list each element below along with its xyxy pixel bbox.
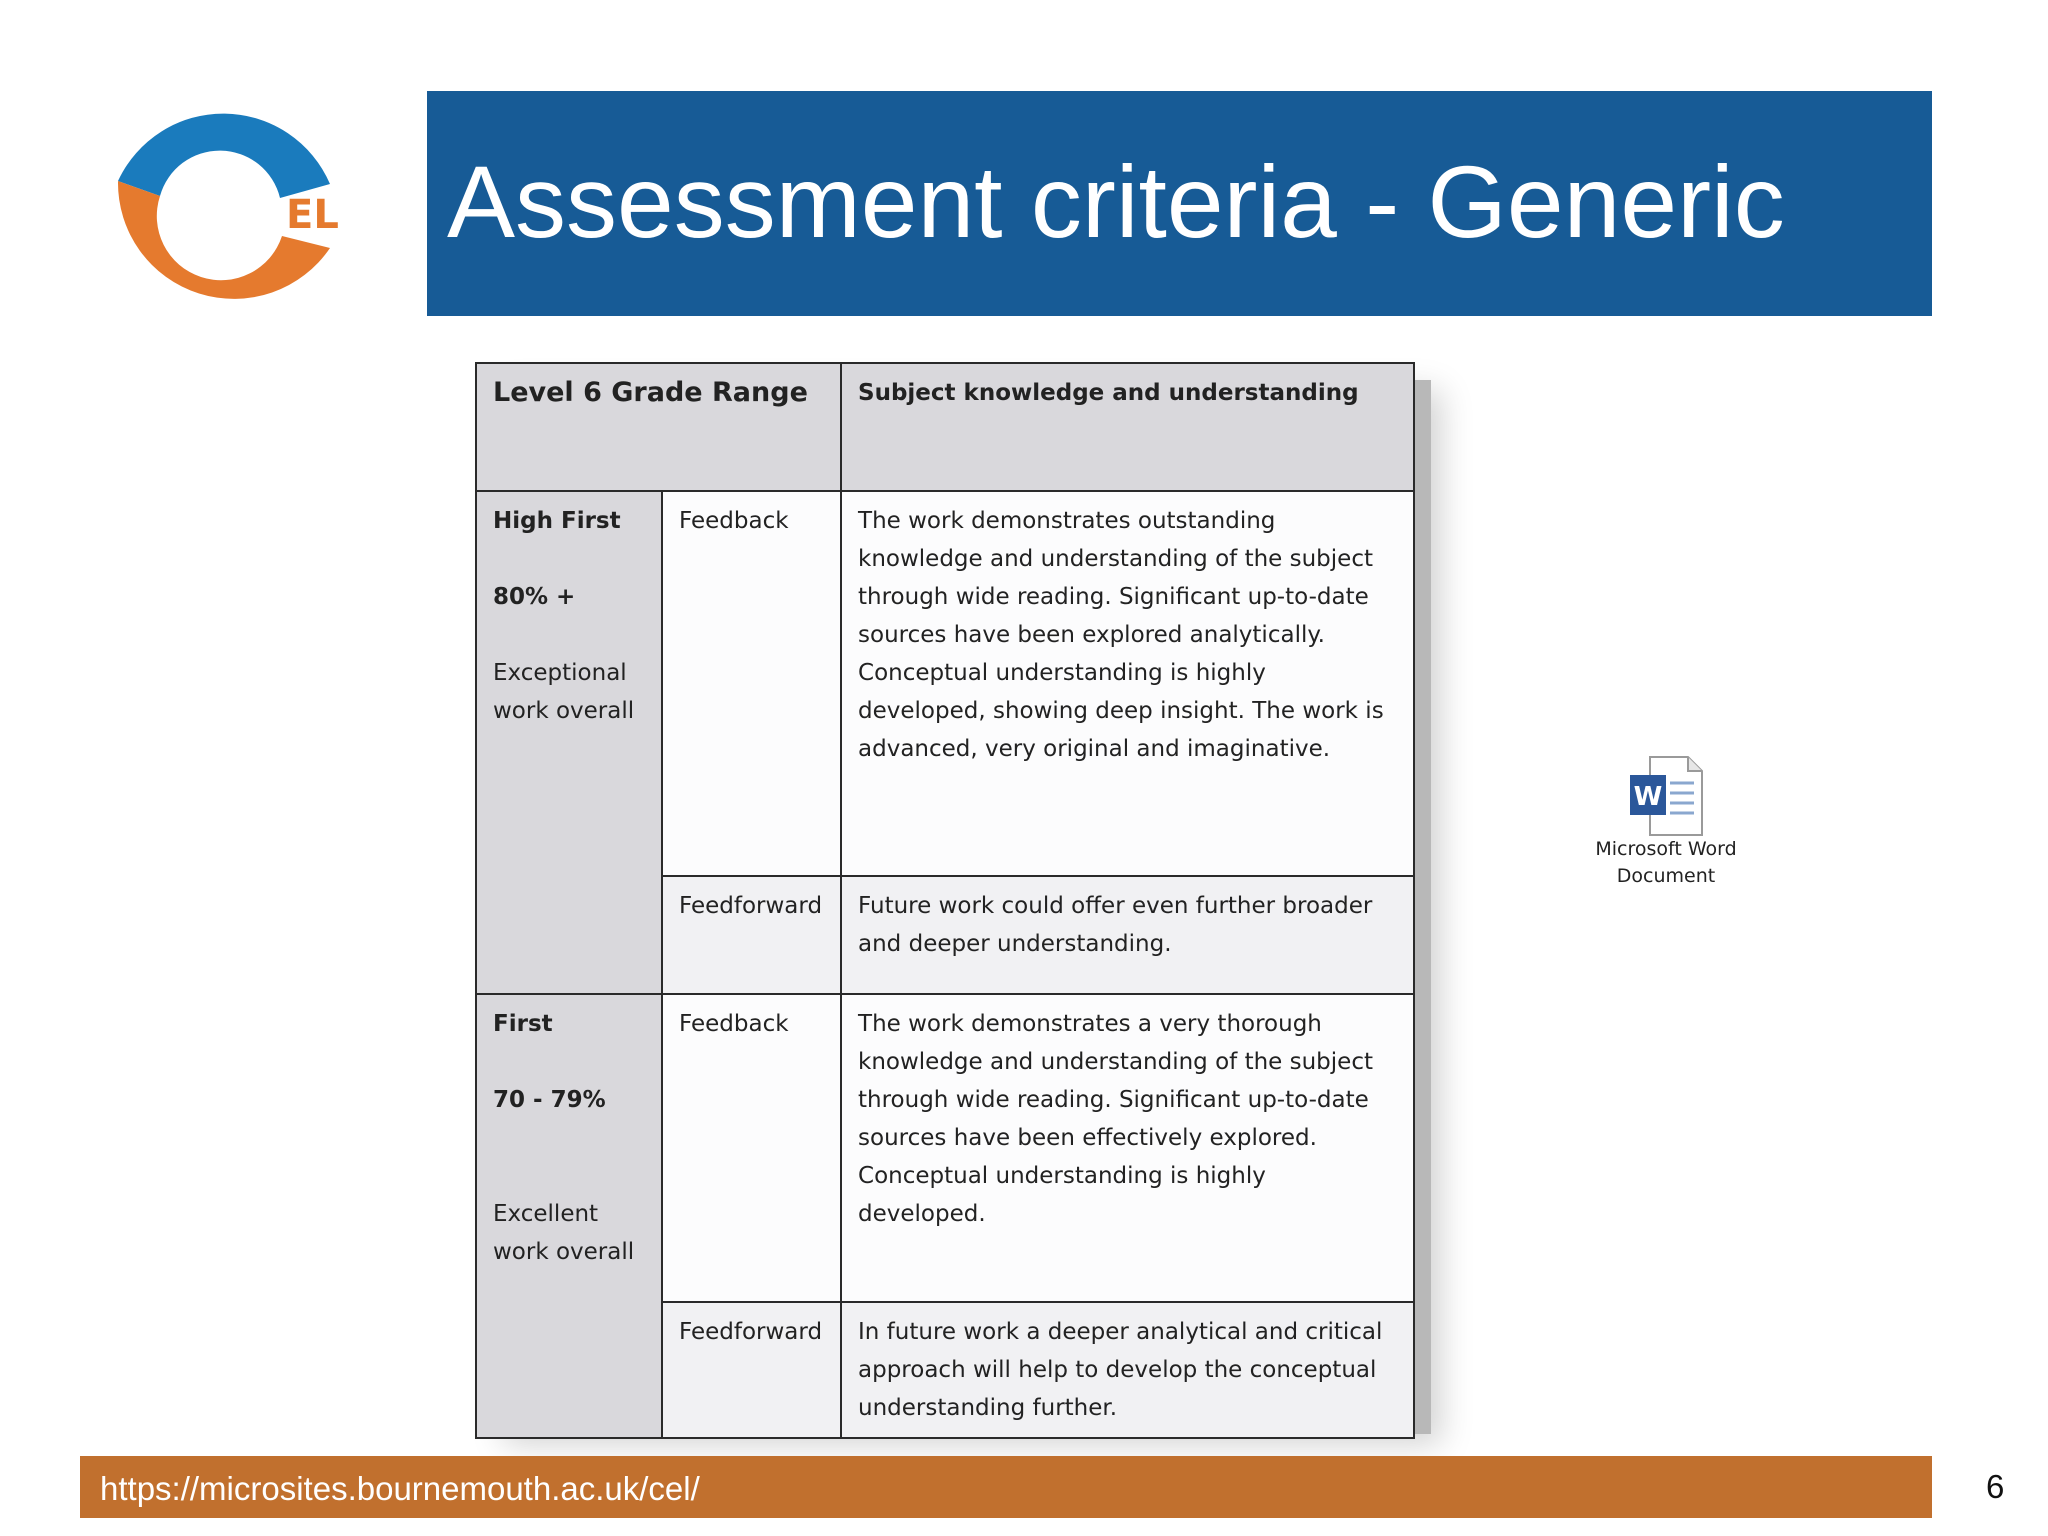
band-range: 70 - 79% [493, 1087, 606, 1113]
feedforward-text: In future work a deeper analytical and critical approach will help to develop the conceptual understanding further. [841, 1302, 1414, 1438]
footer-bar [80, 1456, 1932, 1518]
band-name: High First [493, 508, 621, 534]
cel-logo [90, 86, 350, 326]
criteria-table [475, 362, 1415, 1439]
slide-title: Assessment criteria - Generic [447, 145, 1785, 259]
word-document-icon[interactable] [1626, 755, 1706, 837]
page-number: 6 [1986, 1468, 2005, 1505]
grade-band-cell [476, 994, 662, 1438]
band-summary: Excellent [493, 1201, 599, 1227]
band-summary: Exceptional [493, 660, 627, 686]
title-bar [427, 91, 1932, 316]
feedback-text: The work demonstrates a very thorough knowledge and understanding of the subject through wide reading. Significant up-to-date sources have been effectively explored. Conceptual understanding is highly developed. [841, 994, 1414, 1302]
svg-text:W: W [1633, 782, 1663, 812]
doc-label-line: Document [1616, 865, 1716, 887]
table-row [476, 994, 1414, 1302]
band-range: 80% + [493, 584, 576, 610]
feedback-label: Feedback [662, 994, 841, 1302]
doc-label-line: Microsoft Word [1595, 838, 1737, 860]
footer-url: https://microsites.bournemouth.ac.uk/cel/ [100, 1470, 700, 1507]
word-document-label[interactable] [1560, 836, 1772, 890]
logo-letters: EL [286, 192, 339, 238]
table-row [476, 491, 1414, 876]
cel-logo-graphic [90, 86, 350, 326]
grade-band-cell [476, 491, 662, 994]
header-grade-range: Level 6 Grade Range [476, 363, 841, 491]
criteria-table-image [475, 362, 1413, 1421]
feedback-text: The work demonstrates outstanding knowledge and understanding of the subject through wide reading. Significant up-to-date sources have been explored analytically. Conceptual understanding is highly developed, showing deep insight. The work is advanced, very original and imaginative. [841, 491, 1414, 876]
feedforward-label: Feedforward [662, 1302, 841, 1438]
feedforward-text: Future work could offer even further broader and deeper understanding. [841, 876, 1414, 994]
band-summary: work overall [493, 698, 635, 724]
feedback-label: Feedback [662, 491, 841, 876]
band-name: First [493, 1011, 553, 1037]
header-subject-knowledge: Subject knowledge and understanding [841, 363, 1414, 491]
table-header-row [476, 363, 1414, 491]
band-summary: work overall [493, 1239, 635, 1265]
feedforward-label: Feedforward [662, 876, 841, 994]
